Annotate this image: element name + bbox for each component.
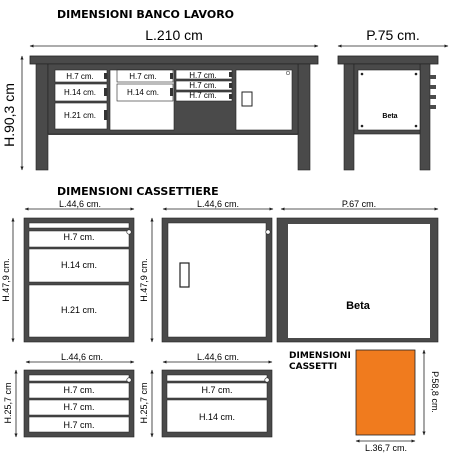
workbench-drawer-label: H.21 cm. bbox=[63, 111, 97, 120]
drawer-depth-label: P.58,8 cm. bbox=[430, 371, 440, 413]
workbench-depth-label: P.75 cm. bbox=[366, 27, 420, 43]
cabinet-depth-label: P.67 cm. bbox=[341, 199, 377, 209]
workbench-drawer-label: H.7 cm. bbox=[129, 72, 157, 81]
brand-logo: Beta bbox=[382, 113, 398, 120]
cabinet-side-view bbox=[277, 199, 438, 342]
door-cabinet-height-label: H.47,9 cm. bbox=[139, 258, 149, 302]
workbench-side-view bbox=[338, 56, 438, 170]
drawers-heading-line1: DIMENSIONI bbox=[289, 351, 351, 361]
small-cabinet-b-height-label: H.25,7 cm bbox=[139, 382, 149, 424]
cabinet-drawer-label: H.7 cm. bbox=[63, 232, 95, 242]
workbench-drawer-label: H.7 cm. bbox=[189, 71, 217, 80]
small-cabinet-drawer-label: H.7 cm. bbox=[63, 420, 95, 430]
small-cabinet-two-drawers bbox=[139, 352, 272, 437]
workbench-length-dimension bbox=[30, 27, 318, 46]
small-cabinet-three-drawers bbox=[3, 352, 134, 437]
workbench-drawer-label: H.7 cm. bbox=[189, 81, 217, 90]
door-cabinet-width-label: L.44,6 cm. bbox=[196, 199, 240, 209]
workbench-height-label: H.90,3 cm bbox=[1, 83, 17, 147]
workbench-height-dimension bbox=[1, 56, 22, 170]
small-cabinet-drawer-label: H.7 cm. bbox=[63, 385, 95, 395]
drawer-top-view bbox=[356, 350, 415, 435]
workbench-drawer-label: H.14 cm. bbox=[63, 88, 97, 97]
small-cabinet-drawer bbox=[29, 375, 129, 381]
cabinet-drawer-label: H.14 cm. bbox=[60, 260, 98, 270]
small-cabinet-b-width-label: L.44,6 cm. bbox=[196, 352, 240, 362]
door-handle bbox=[242, 92, 252, 106]
small-cabinet-drawer bbox=[167, 375, 267, 381]
brand-logo: Beta bbox=[346, 300, 370, 312]
drawers-heading-line2: CASSETTI bbox=[289, 362, 338, 372]
small-cabinet-drawer-label: H.7 cm. bbox=[201, 385, 233, 395]
cabinet-drawer bbox=[29, 223, 129, 228]
cabinets-heading: DIMENSIONI CASSETTIERE bbox=[57, 185, 219, 198]
drawer-cabinet bbox=[1, 199, 134, 342]
workbench-drawer-label: H.14 cm. bbox=[126, 88, 160, 97]
drawer-dimension bbox=[356, 350, 440, 453]
cabinet-drawer-label: H.21 cm. bbox=[60, 305, 98, 315]
workbench-drawer-label: H.7 cm. bbox=[66, 72, 94, 81]
small-cabinet-drawer-label: H.14 cm. bbox=[198, 412, 236, 422]
small-cabinet-height-label: H.25,7 cm bbox=[3, 382, 13, 424]
workbench-depth-dimension bbox=[338, 27, 448, 46]
cabinet-height-label: H.47,9 cm. bbox=[1, 258, 11, 302]
workbench-drawer-label: H.7 cm. bbox=[189, 91, 217, 100]
door-cabinet bbox=[139, 199, 273, 342]
workbench-length-label: L.210 cm bbox=[145, 27, 203, 43]
door-handle bbox=[180, 263, 189, 287]
drawer-width-label: L.36,7 cm. bbox=[364, 443, 408, 453]
cabinet-width-label: L.44,6 cm. bbox=[58, 199, 102, 209]
small-cabinet-drawer-label: H.7 cm. bbox=[63, 402, 95, 412]
small-cabinet-width-label: L.44,6 cm. bbox=[60, 352, 104, 362]
workbench-heading: DIMENSIONI BANCO LAVORO bbox=[57, 8, 235, 21]
workbench-front-view bbox=[30, 56, 318, 170]
